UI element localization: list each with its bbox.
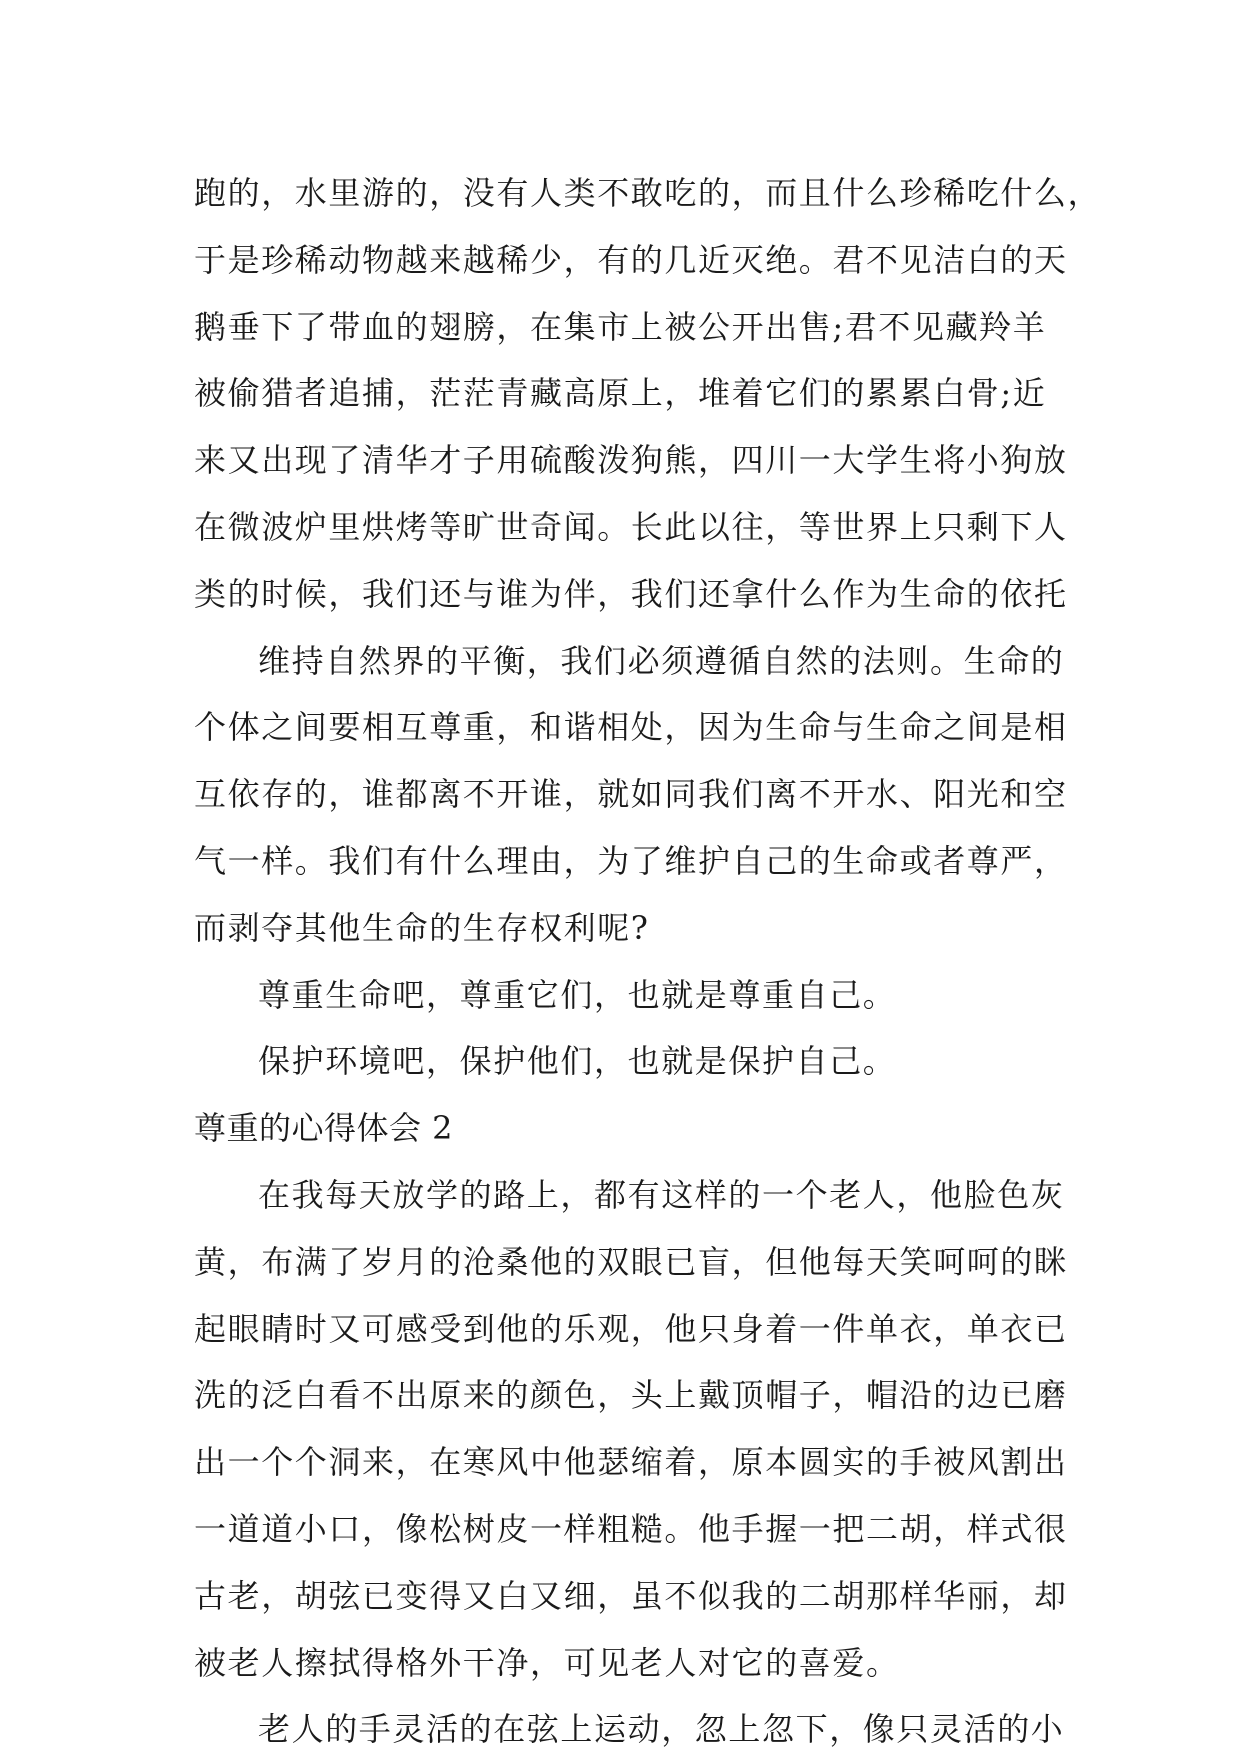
text-line: 互依存的，谁都离不开谁，就如同我们离不开水、阳光和空 — [194, 775, 1068, 814]
document-body — [194, 160, 1102, 1763]
text-line: 被偷猎者追捕，茫茫青藏高原上，堆着它们的累累白骨;近 — [194, 374, 1047, 413]
text-line: 起眼睛时又可感受到他的乐观，他只身着一件单衣，单衣已 — [194, 1309, 1068, 1348]
text-line: 来又出现了清华才子用硫酸泼狗熊，四川一大学生将小狗放 — [194, 441, 1068, 480]
paragraph-protect-environment: 保护环境吧，保护他们，也就是保护自己。 — [258, 1042, 897, 1081]
text-line: 洗的泛白看不出原来的颜色，头上戴顶帽子，帽沿的边已磨 — [194, 1376, 1068, 1415]
text-line: 出一个个洞来，在寒风中他瑟缩着，原本圆实的手被风割出 — [194, 1443, 1068, 1482]
text-line: 在微波炉里烘烤等旷世奇闻。长此以往，等世界上只剩下人 — [194, 507, 1068, 546]
paragraph-erhu-playing — [194, 1696, 1065, 1763]
text-line: 类的时候，我们还与谁为伴，我们还拿什么作为生命的依托 — [194, 574, 1068, 613]
text-line: 老人的手灵活的在弦上运动，忽上忽下，像只灵活的小 — [258, 1710, 1065, 1749]
paragraph-continuation — [194, 160, 1102, 628]
paragraph-old-man — [194, 1162, 1068, 1696]
text-line: 气一样。我们有什么理由，为了维护自己的生命或者尊严， — [194, 841, 1068, 880]
text-line: 而剥夺其他生命的生存权利呢? — [194, 908, 650, 947]
text-line: 古老，胡弦已变得又白又细，虽不似我的二胡那样华丽，却 — [194, 1576, 1068, 1615]
text-line: 一道道小口，像松树皮一样粗糙。他手握一把二胡，样式很 — [194, 1509, 1068, 1548]
text-line: 在我每天放学的路上，都有这样的一个老人，他脸色灰 — [258, 1175, 1065, 1214]
paragraph-respect-life: 尊重生命吧，尊重它们，也就是尊重自己。 — [258, 975, 897, 1014]
text-line: 于是珍稀动物越来越稀少，有的几近灭绝。君不见洁白的天 — [194, 240, 1068, 279]
text-line: 维持自然界的平衡，我们必须遵循自然的法则。生命的 — [258, 641, 1065, 680]
section-heading: 尊重的心得体会 2 — [194, 1109, 454, 1148]
text-line: 被老人擦拭得格外干净，可见老人对它的喜爱。 — [194, 1643, 900, 1682]
text-line: 跑的，水里游的，没有人类不敢吃的，而且什么珍稀吃什么， — [194, 174, 1102, 212]
text-line: 鹅垂下了带血的翅膀，在集市上被公开出售;君不见藏羚羊 — [194, 307, 1047, 346]
text-line: 黄，布满了岁月的沧桑他的双眼已盲，但他每天笑呵呵的眯 — [194, 1242, 1068, 1281]
text-line: 个体之间要相互尊重，和谐相处，因为生命与生命之间是相 — [194, 708, 1068, 747]
paragraph-balance-of-nature — [194, 628, 1068, 962]
